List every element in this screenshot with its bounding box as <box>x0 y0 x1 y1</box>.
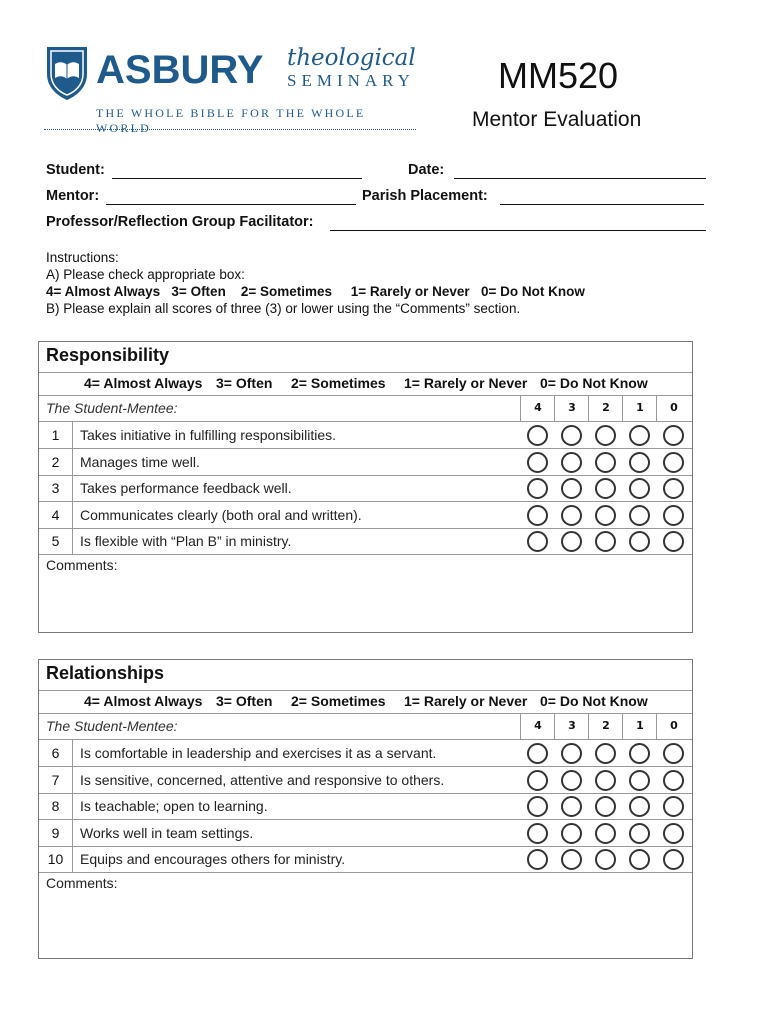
table-row <box>39 502 692 529</box>
scale-label: 4= Almost Always <box>84 375 203 391</box>
section-responsibility <box>38 341 693 633</box>
rating-radio-2[interactable] <box>595 796 616 817</box>
rating-cell <box>656 767 690 793</box>
column-head-3: 3 <box>554 395 589 421</box>
rating-cell <box>520 528 554 554</box>
table-row <box>39 820 692 847</box>
rating-cell <box>622 475 656 501</box>
rating-cell <box>588 793 622 819</box>
rating-radio-2[interactable] <box>595 452 616 473</box>
item-text: Is teachable; open to learning. <box>80 798 268 814</box>
instructions-heading: Instructions: <box>46 250 119 265</box>
item-text: Takes performance feedback well. <box>80 480 292 496</box>
scale-label: 2= Sometimes <box>291 375 386 391</box>
rating-scale-legend <box>39 372 692 396</box>
asbury-logo <box>44 44 416 134</box>
logo-divider <box>44 129 416 130</box>
rating-radio-4[interactable] <box>527 743 548 764</box>
brand-theological: theological <box>287 45 416 71</box>
item-text: Works well in team settings. <box>80 824 254 841</box>
rating-cell <box>520 502 554 528</box>
student-field[interactable] <box>112 178 362 179</box>
rating-radio-0[interactable] <box>663 743 684 764</box>
rating-radio-2[interactable] <box>595 531 616 552</box>
rating-cell <box>520 740 554 766</box>
section-title: Relationships <box>46 663 165 683</box>
brand-seminary: SEMINARY <box>287 71 415 90</box>
column-head-0: 0 <box>656 713 691 739</box>
rating-radio-1[interactable] <box>629 505 650 526</box>
rating-radio-0[interactable] <box>663 823 684 844</box>
rating-cell <box>656 502 690 528</box>
table-row <box>39 793 692 820</box>
rating-cell <box>554 740 588 766</box>
rating-cell <box>520 422 554 448</box>
rating-radio-0[interactable] <box>663 531 684 552</box>
rating-cell <box>622 740 656 766</box>
rating-radio-1[interactable] <box>629 531 650 552</box>
rating-cell <box>622 528 656 554</box>
rating-radio-3[interactable] <box>561 849 582 870</box>
rating-radio-4[interactable] <box>527 425 548 446</box>
item-number: 1 <box>39 422 73 448</box>
instructions-scale: 4= Almost Always 3= Often 2= Sometimes 1= Rarely or Never 0= Do Not Know <box>46 284 585 299</box>
scale-label: 2= Sometimes <box>291 693 386 709</box>
table-row <box>39 740 692 767</box>
rating-radio-4[interactable] <box>527 849 548 870</box>
rating-cell <box>588 502 622 528</box>
rating-cell <box>588 820 622 846</box>
rating-cell <box>622 846 656 872</box>
rating-radio-4[interactable] <box>527 452 548 473</box>
rating-radio-0[interactable] <box>663 425 684 446</box>
rating-cell <box>588 767 622 793</box>
rating-radio-2[interactable] <box>595 478 616 499</box>
rating-radio-4[interactable] <box>527 823 548 844</box>
rating-cell <box>554 820 588 846</box>
shield-book-icon <box>44 44 90 102</box>
rating-radio-0[interactable] <box>663 796 684 817</box>
professor-label: Professor/Reflection Group Facilitator: <box>46 214 314 230</box>
rating-cell <box>622 449 656 475</box>
rating-radio-3[interactable] <box>561 425 582 446</box>
rating-cell <box>520 846 554 872</box>
rating-radio-3[interactable] <box>561 452 582 473</box>
rating-cell <box>554 475 588 501</box>
item-text: Is flexible with “Plan B” in ministry. <box>80 533 292 549</box>
professor-field[interactable] <box>330 230 706 231</box>
column-head-4: 4 <box>520 395 555 421</box>
rating-radio-1[interactable] <box>629 452 650 473</box>
comments-label: Comments: <box>46 874 118 891</box>
rating-radio-4[interactable] <box>527 505 548 526</box>
rating-radio-0[interactable] <box>663 505 684 526</box>
item-number: 8 <box>39 793 73 819</box>
item-number: 10 <box>39 846 73 872</box>
rating-radio-1[interactable] <box>629 425 650 446</box>
rating-cell <box>588 846 622 872</box>
item-number: 4 <box>39 502 73 528</box>
rating-cell <box>622 422 656 448</box>
column-head-1: 1 <box>622 713 657 739</box>
column-head-2: 2 <box>588 395 623 421</box>
rating-cell <box>554 793 588 819</box>
rating-cell <box>588 449 622 475</box>
rating-radio-0[interactable] <box>663 452 684 473</box>
form-title: Mentor Evaluation <box>472 108 642 131</box>
rating-radio-3[interactable] <box>561 531 582 552</box>
rating-radio-2[interactable] <box>595 849 616 870</box>
column-head-3: 3 <box>554 713 589 739</box>
rating-cell <box>554 767 588 793</box>
scale-label: 0= Do Not Know <box>540 375 648 391</box>
rating-cell <box>622 793 656 819</box>
item-number: 3 <box>39 475 73 501</box>
comments-label: Comments: <box>46 556 118 573</box>
rating-radio-1[interactable] <box>629 823 650 844</box>
parish-field[interactable] <box>500 204 704 205</box>
rating-cell <box>656 449 690 475</box>
item-number: 9 <box>39 820 73 846</box>
rating-cell <box>656 422 690 448</box>
rating-radio-3[interactable] <box>561 796 582 817</box>
rating-radio-3[interactable] <box>561 505 582 526</box>
rating-cell <box>520 767 554 793</box>
rating-radio-4[interactable] <box>527 770 548 791</box>
table-row <box>39 422 692 449</box>
rating-cell <box>588 740 622 766</box>
rating-scale-legend <box>39 690 692 714</box>
column-header-row <box>39 395 692 422</box>
tagline: THE WHOLE BIBLE FOR THE WHOLE WORLD <box>96 106 366 135</box>
rating-radio-1[interactable] <box>629 770 650 791</box>
rating-radio-1[interactable] <box>629 849 650 870</box>
column-head-2: 2 <box>588 713 623 739</box>
rating-cell <box>622 767 656 793</box>
table-row <box>39 767 692 794</box>
table-row <box>39 475 692 502</box>
rating-radio-1[interactable] <box>629 478 650 499</box>
student-label: Student: <box>46 162 105 178</box>
scale-label: 1= Rarely or Never <box>404 375 528 391</box>
item-number: 6 <box>39 740 73 766</box>
rating-radio-0[interactable] <box>663 478 684 499</box>
scale-label: 3= Often <box>216 693 273 709</box>
rating-radio-2[interactable] <box>595 743 616 764</box>
item-text: Is comfortable in leadership and exercises it as a servant. <box>80 745 437 761</box>
section-title: Responsibility <box>46 345 170 365</box>
rating-cell <box>588 422 622 448</box>
mentor-label: Mentor: <box>46 188 100 204</box>
rating-radio-4[interactable] <box>527 796 548 817</box>
rating-radio-2[interactable] <box>595 425 616 446</box>
rating-radio-2[interactable] <box>595 823 616 844</box>
rating-radio-3[interactable] <box>561 478 582 499</box>
rating-radio-3[interactable] <box>561 770 582 791</box>
item-text: Manages time well. <box>80 453 200 470</box>
item-number: 7 <box>39 767 73 793</box>
rating-cell <box>622 820 656 846</box>
instructions <box>46 249 585 317</box>
mentee-label: The Student-Mentee: <box>46 718 178 734</box>
table-row <box>39 846 692 873</box>
item-number: 5 <box>39 528 73 554</box>
rating-radio-0[interactable] <box>663 849 684 870</box>
rating-cell <box>554 422 588 448</box>
item-number: 2 <box>39 449 73 475</box>
rating-cell <box>656 793 690 819</box>
rating-radio-2[interactable] <box>595 770 616 791</box>
rating-cell <box>554 846 588 872</box>
item-text: Takes initiative in fulfilling responsibilities. <box>80 427 337 443</box>
instructions-a: A) Please check appropriate box: <box>46 267 245 282</box>
rating-cell <box>520 793 554 819</box>
item-text: Communicates clearly (both oral and written). <box>80 506 362 523</box>
rating-cell <box>656 740 690 766</box>
rating-cell <box>588 528 622 554</box>
item-text: Equips and encourages others for ministry. <box>80 851 346 867</box>
scale-label: 1= Rarely or Never <box>404 693 528 709</box>
mentor-field[interactable] <box>106 204 356 205</box>
rating-cell <box>656 820 690 846</box>
column-head-1: 1 <box>622 395 657 421</box>
instructions-b: B) Please explain all scores of three (3) or lower using the “Comments” section. <box>46 301 521 316</box>
date-label: Date: <box>408 162 445 178</box>
column-head-4: 4 <box>520 713 555 739</box>
rating-cell <box>588 475 622 501</box>
rating-cell <box>656 475 690 501</box>
section-relationships <box>38 659 693 959</box>
scale-label: 0= Do Not Know <box>540 693 648 709</box>
column-header-row <box>39 713 692 740</box>
scale-label: 4= Almost Always <box>84 693 203 709</box>
rating-radio-4[interactable] <box>527 531 548 552</box>
rating-cell <box>554 449 588 475</box>
rating-radio-1[interactable] <box>629 743 650 764</box>
rating-radio-1[interactable] <box>629 796 650 817</box>
table-row <box>39 449 692 476</box>
rating-cell <box>554 528 588 554</box>
rating-cell <box>520 449 554 475</box>
parish-label: Parish Placement: <box>362 188 488 204</box>
rating-radio-0[interactable] <box>663 770 684 791</box>
rating-radio-3[interactable] <box>561 743 582 764</box>
rating-radio-2[interactable] <box>595 505 616 526</box>
rating-cell <box>656 846 690 872</box>
rating-cell <box>554 502 588 528</box>
item-text: Is sensitive, concerned, attentive and responsive to others. <box>80 771 445 788</box>
rating-radio-4[interactable] <box>527 478 548 499</box>
table-row <box>39 528 692 555</box>
rating-cell <box>520 820 554 846</box>
brand-name: ASBURY <box>96 48 264 92</box>
date-field[interactable] <box>454 178 706 179</box>
rating-cell <box>656 528 690 554</box>
rating-cell <box>622 502 656 528</box>
column-head-0: 0 <box>656 395 691 421</box>
rating-radio-3[interactable] <box>561 823 582 844</box>
scale-label: 3= Often <box>216 375 273 391</box>
mentee-label: The Student-Mentee: <box>46 400 178 416</box>
rating-cell <box>520 475 554 501</box>
course-code: MM520 <box>498 55 619 96</box>
